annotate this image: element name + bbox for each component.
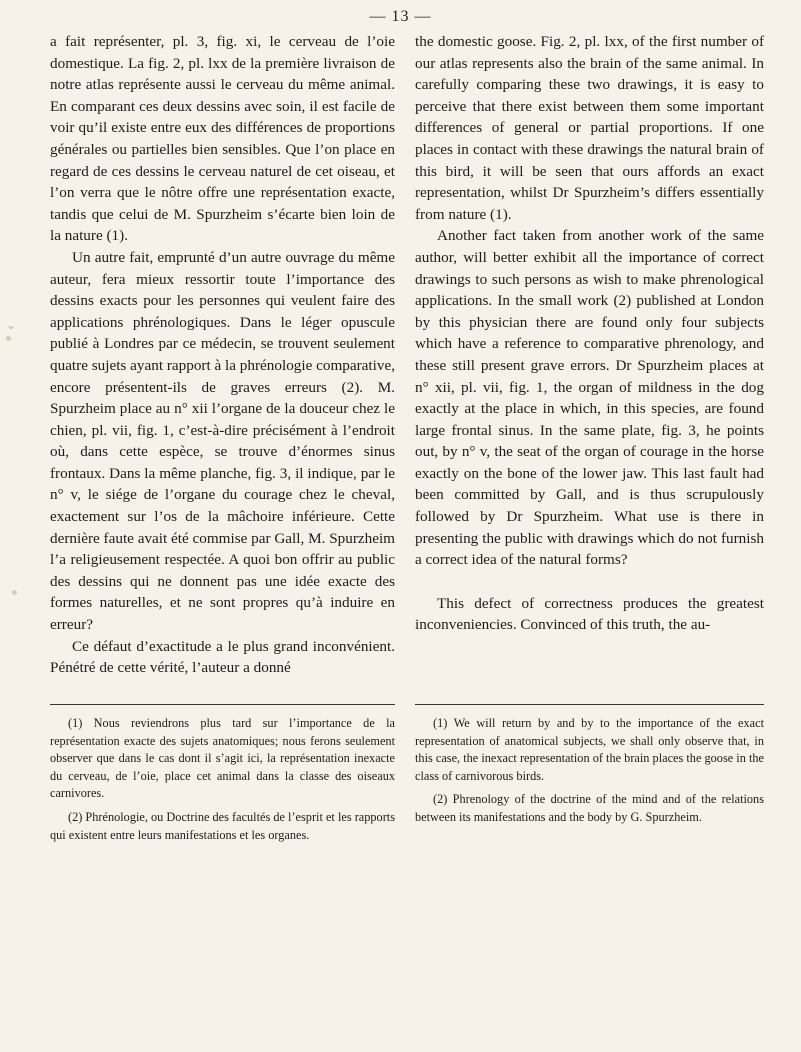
french-paragraph-2: Un autre fait, emprunté d’un autre ouvrage du même auteur, fera mieux ressortir toute l’importance des dessins exacts pour les personnes qui veulent faire des applications phrénologiques. Dans le léger opuscule publié à Londres par ce médecin, se trouvent seulement quatre sujets ayant rapport à la phrénologie comparative, encore présentent-ils de graves erreurs (2). M. Spurzheim place au n° xii l’organe de la douceur chez le chien, pl. vii, fig. 1, c’est-à-dire précisément à l’endroit où, dans cette espèce, se trouve d’énormes sinus frontaux. Dans la même planche, fig. 3, il indique, par le n° v, le siége de l’organe du courage chez le cheval, exactement sur l’os de la mâchoire inférieure. Cette dernière faute avait été commise par Gall, M. Spurzheim l’a religieusement respectée. A quoi bon offrir au public des dessins qui ne donnent pas une idée exacte des formes naturelles, et ne sont propres qu’à induire en erreur? [50, 248, 395, 634]
english-footnote-1: (1) We will return by and by to the importance of the exact representation of anatomical subjects, we shall only observe that, in this case, the inexact representation of the brain places the goose in the class of carnivorous birds. [415, 716, 764, 783]
page-number: — 13 — [369, 8, 432, 25]
french-footnote-1: (1) Nous reviendrons plus tard sur l’importance de la représentation exacte des sujets anatomiques; nous ferons seulement observer que dans le cas dont il s’agit ici, la représentation inexacte du cerveau, de l’oie, place cet animal dans la classe des oiseaux carnivores. [50, 716, 395, 801]
french-paragraph-1: a fait représenter, pl. 3, fig. xi, le cerveau de l’oie domestique. La fig. 2, pl. lxx de la première livraison de notre atlas représente aussi le cerveau du même animal. En comparant ces deux dessins avec soin, il est facile de voir qu’il existe entre eux des différences de proportions générales ou partielles bien sensibles. Que l’on place en regard de ces dessins le cerveau naturel de cet oiseau, et l’on verra que le nôtre offre une représentation exacte, tandis que celui de M. Spurzheim s’écarte bien loin de la nature (1). [50, 33, 395, 245]
margin-mark: ⌄ [6, 318, 17, 332]
footnote-rule-right [415, 704, 764, 705]
english-paragraph-1: the domestic goose. Fig. 2, pl. lxx, of the first number of our atlas represents also the brain of the same animal. In carefully comparing these two drawings, it is easy to perceive that there exist between them some important differences of general or partial proportions. If one places in contact with these drawings the natural brain of this bird, it will be seen that ours affords an exact representation, whilst Dr Spurzheim’s differs essentially from nature (1). [415, 33, 764, 223]
french-footnote-2: (2) Phrénologie, ou Doctrine des facultés de l’esprit et les rapports qui existent entre leurs manifestations et les organes. [50, 809, 395, 842]
footnote-rule-left [50, 704, 395, 705]
english-paragraph-3: This defect of correctness produces the greatest inconveniencies. Convinced of this truth, the au- [415, 594, 764, 634]
french-paragraph-3: Ce défaut d’exactitude a le plus grand inconvénient. Pénétré de cette vérité, l’auteur a donné [50, 637, 395, 677]
paper-blemish [12, 590, 17, 595]
french-footnotes [50, 715, 395, 850]
english-footnote-2: (2) Phrenology of the doctrine of the mind and of the relations between its manifestations and the body by G. Spurzheim. [415, 792, 764, 824]
paper-blemish [6, 336, 11, 341]
french-column [50, 31, 395, 679]
english-column [415, 31, 764, 636]
english-paragraph-2: Another fact taken from another work of the same author, will better exhibit all the importance of correct drawings to such persons as wish to make phrenological applications. In the small work (2) published at London by this physician there are found only four subjects which have a reference to comparative phrenology, and these still present grave errors. Dr Spurzheim places at n° xii, pl. vii, fig. 1, the organ of mildness in the dog exactly at the place in which, in this species, are found large frontal sinus. In the same plate, fig. 3, he points out, by n° v, the seat of the organ of courage in the horse exactly on the bone of the lower jaw. This last fault had been committed by Gall, and is thus scrupulously followed by Dr Spurzheim. What use is there in presenting the public with drawings which do not furnish a correct idea of the natural forms? [415, 227, 764, 569]
english-footnotes [415, 715, 764, 833]
